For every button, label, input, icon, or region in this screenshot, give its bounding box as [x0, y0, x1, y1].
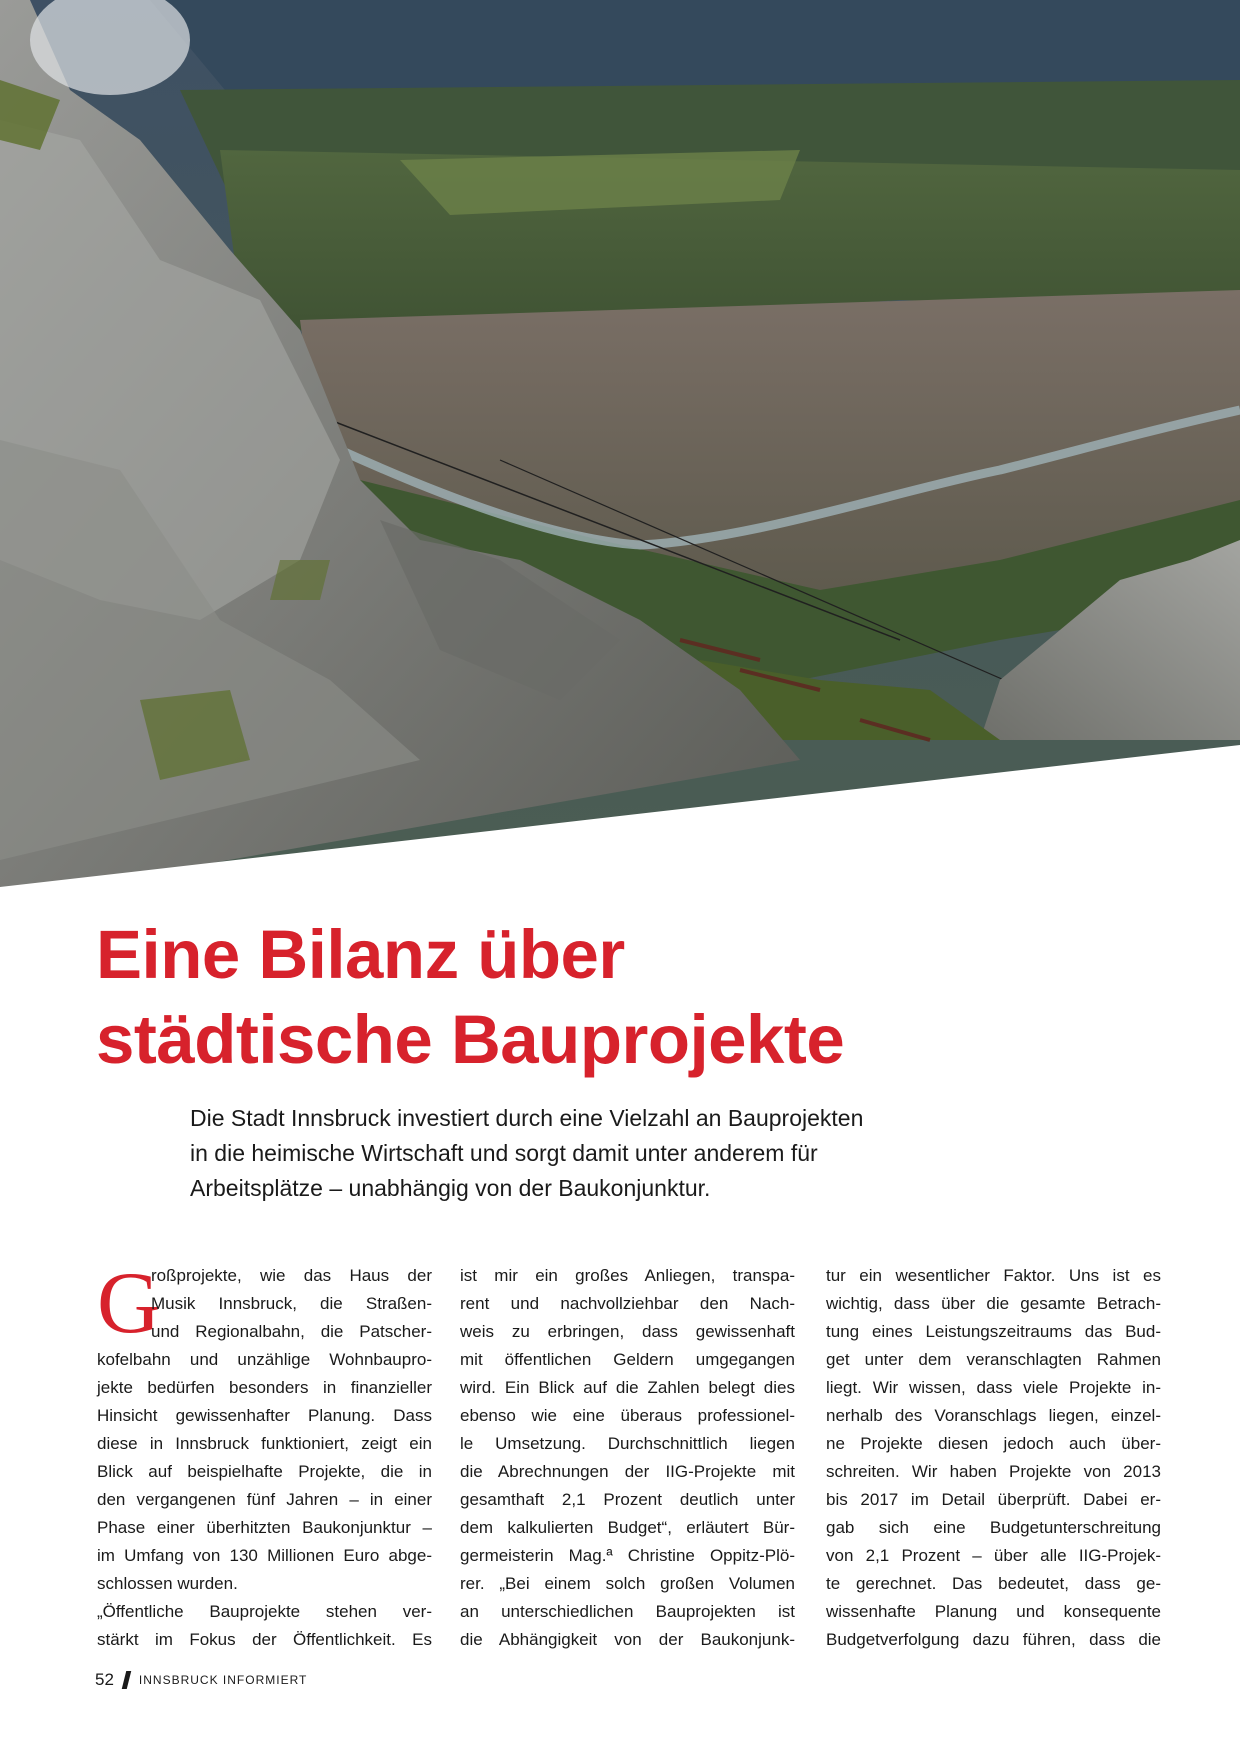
body-line: gab sich eine Budgetunterschreitung: [826, 1518, 1161, 1537]
body-line: kofelbahn und unzählige Wohnbaupro-: [97, 1350, 432, 1369]
body-line: nerhalb des Voranschlags liegen, einzel-: [826, 1406, 1161, 1425]
body-line: wissenhafte Planung und konsequente: [826, 1602, 1161, 1621]
body-line: te gerechnet. Das bedeutet, dass ge-: [826, 1574, 1161, 1593]
body-line: dem kalkulierten Budget“, erläutert Bür-: [460, 1518, 795, 1537]
body-line: gesamthaft 2,1 Prozent deutlich unter: [460, 1490, 795, 1509]
body-line: ebenso wie eine überaus professionel-: [460, 1406, 795, 1425]
body-line: die Abrechnungen der IIG-Projekte mit: [460, 1462, 795, 1481]
body-line: mit öffentlichen Geldern umgegangen: [460, 1350, 795, 1369]
body-line: von 2,1 Prozent – über alle IIG-Projek-: [826, 1546, 1161, 1565]
body-line: stärkt im Fokus der Öffentlichkeit. Es: [97, 1630, 432, 1649]
page-footer: [95, 1666, 307, 1694]
body-line: Hinsicht gewissenhafter Planung. Dass: [97, 1406, 432, 1425]
lead-line: Die Stadt Innsbruck investiert durch eine Vielzahl an Bauprojekten: [190, 1105, 864, 1131]
body-line: get unter dem veranschlagten Rahmen: [826, 1350, 1161, 1369]
publication-name: INNSBRUCK INFORMIERT: [138, 1673, 308, 1687]
body-line: le Umsetzung. Durchschnittlich liegen: [460, 1434, 795, 1453]
body-line: wird. Ein Blick auf die Zahlen belegt dies: [460, 1378, 795, 1397]
body-line: an unterschiedlichen Bauprojekten ist: [460, 1602, 795, 1621]
page-number: 52: [95, 1670, 114, 1689]
body-line: jekte bedürfen besonders in finanzieller: [97, 1378, 432, 1397]
body-line: liegt. Wir wissen, dass viele Projekte in-: [826, 1378, 1161, 1397]
body-line: und Regionalbahn, die Patscher-: [151, 1322, 432, 1341]
body-line: tur ein wesentlicher Faktor. Uns ist es: [826, 1266, 1161, 1285]
drop-cap: G: [97, 1255, 161, 1352]
article-title: [96, 912, 1156, 1082]
body-line: germeisterin Mag.ª Christine Oppitz-Plö-: [460, 1546, 795, 1565]
body-column-2: [460, 1262, 795, 1654]
body-line: ist mir ein großes Anliegen, transpa-: [460, 1266, 795, 1285]
body-column-1: [97, 1255, 432, 1654]
body-line: schreiten. Wir haben Projekte von 2013: [826, 1462, 1161, 1481]
body-line: roßprojekte, wie das Haus der: [151, 1266, 432, 1285]
title-line: städtische Bauprojekte: [96, 1001, 845, 1078]
body-line: Phase einer überhitzten Baukonjunktur –: [97, 1518, 432, 1537]
body-line: schlossen wurden.: [97, 1574, 238, 1593]
article-lead: [190, 1101, 1010, 1206]
body-line: ne Projekte diesen jedoch auch über-: [826, 1434, 1161, 1453]
body-line: „Öffentliche Bauprojekte stehen ver-: [97, 1602, 432, 1621]
body-line: im Umfang von 130 Millionen Euro abge-: [97, 1546, 432, 1565]
title-line: Eine Bilanz über: [96, 916, 625, 993]
body-line: bis 2017 im Detail überprüft. Dabei er-: [826, 1490, 1161, 1509]
body-line: weis zu erbringen, dass gewissenhaft: [460, 1322, 795, 1341]
body-line: Blick auf beispielhafte Projekte, die in: [97, 1462, 432, 1481]
body-line: wichtig, dass über die gesamte Betrach-: [826, 1294, 1161, 1313]
body-line: die Abhängigkeit von der Baukonjunk-: [460, 1630, 795, 1649]
lead-line: in die heimische Wirtschaft und sorgt damit unter anderem für: [190, 1140, 818, 1166]
body-line: tung eines Leistungszeitraums das Bud-: [826, 1322, 1161, 1341]
body-line: Budgetverfolgung dazu führen, dass die: [826, 1630, 1161, 1649]
body-line: Musik Innsbruck, die Straßen-: [151, 1294, 432, 1313]
body-line: den vergangenen fünf Jahren – in einer: [97, 1490, 432, 1509]
body-line: rer. „Bei einem solch großen Volumen: [460, 1574, 795, 1593]
body-column-3: [826, 1262, 1161, 1654]
body-line: diese in Innsbruck funktioniert, zeigt ein: [97, 1434, 432, 1453]
slash-divider-icon: [122, 1671, 131, 1689]
lead-line: Arbeitsplätze – unabhängig von der Baukonjunktur.: [190, 1175, 711, 1201]
body-line: rent und nachvollziehbar den Nach-: [460, 1294, 795, 1313]
